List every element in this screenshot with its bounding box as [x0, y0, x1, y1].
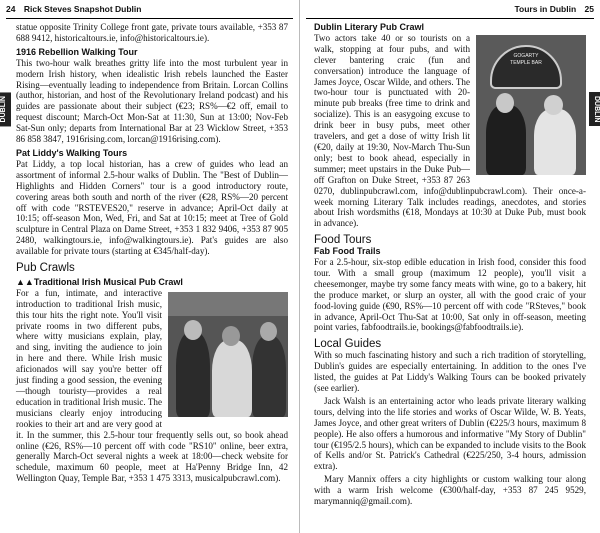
paragraph-jack-walsh: Jack Walsh is an entertaining actor who leads private literary walking tours, delving into the life stories and works of Oscar Wilde, W. B. Yeats, James Joyce, and other great writers of Dublin (€225/3 hours, maximum 8 people). He also offers a humorous and informative "My Story of Dublin" tour (€195/2.5 hours), which can be expanded to include visits to the Book of Kells and/or St. Patrick's Cathedral (€225/250, 3-4 hours, admission extra).: [314, 395, 586, 472]
page-number-left: 24: [6, 4, 16, 14]
paragraph-historical: statue opposite Trinity College front gate, private tours available, +353 87 688 9412, historicaltours.ie, info@historicaltours.ie).: [16, 22, 288, 43]
running-header-left: [6, 4, 293, 19]
paragraph-literary-pub-crawl: Two actors take 40 or so tourists on a walk, stopping at four pubs, and with clever bantering craic (fun and conversation) introduce the language of James Joyce, Oscar Wilde, and others. The two-hour tour is punctuated with 20-minute pub breaks (free time to drink and socialize). This is an easygoing excuse to drink beer in busy pubs, meet other travelers, and get a dose of witty Irish lit (€20, daily at 19:30, Nov-March Thu-Sun only; best to book ahead, especially in summer; meet upstairs in the Duke Pub—off Grafton on Duke Street, +353 87 263 0270, dublinpubcrawl.com, info@dublinpubcrawl.com). Their once-a-week morning Literary Talk includes readings, anecdotes, and stories about Irish wordsmiths (€18, Mondays at 10:30 at Duke Pub, must book in advance).: [314, 32, 586, 229]
dublin-tab-right: DUBLIN: [589, 92, 600, 126]
page-number-right: 25: [584, 4, 594, 14]
heading-local-guides: Local Guides: [314, 338, 382, 351]
right-page: [300, 0, 600, 533]
paragraph-trad-music-crawl: For a fun, intimate, and interactive introduction to traditional Irish music, this tour hits the right note. You'll visit private rooms in two different pubs, where witty musicians explain, play, and sing, inviting the audience to join in here and there. While Irish music aficionados will say you're better off just finding a good session, the evening—though touristy—provides a real education in traditional Irish music. The musicians clearly enjoy introducing rookies to their art and are very good at it. In the summer, this 2.5-hour tour frequently sells out, so book ahead online (€26, RS%—10 percent off with code "RS10" online, beer extra, generally March-Oct several nights a week at 18:00—check website for schedule, maximum 60 people, meet at Ha'Penny Bridge Inn, 42 Wellington Quay, Temple Bar, +353 1 475 3313, musicalpubcrawl.com).: [16, 287, 288, 484]
running-head-left: Rick Steves Snapshot Dublin: [23, 4, 142, 14]
heading-fab-food-trails: Fab Food Trails: [314, 246, 381, 257]
paragraph-local-guides: With so much fascinating history and such a rich tradition of storytelling, Dublin's guides are especially entertaining. In addition to the ones I've listed, the guides at Pat Liddy's Walking Tours can be booked privately (see earlier).: [314, 350, 586, 393]
paragraph-fab-food-trails: For a 2.5-hour, six-stop edible education in Irish food, consider this food tour. With a small group (maximum 12 people), you'll visit a cheesemonger, maybe try some fancy meats with wine, go to a bakery, hit the produce market, or slurp an oyster, all with the good craic of your food-loving guide (€90, RS%—10 percent off with code "RSteves," book in advance, April-Oct Thu-Sat at 10:00, Sat only in off-season, meeting point varies, fabfoodtrails.ie, bookings@fabfoodtrails.ie).: [314, 257, 586, 333]
heading-pub-crawls: Pub Crawls: [16, 262, 75, 275]
left-body: [16, 22, 288, 486]
running-head-right: Tours in Dublin: [514, 4, 577, 14]
running-header-right: [306, 4, 594, 19]
heading-food-tours: Food Tours: [314, 234, 372, 247]
heading-literary-pub-crawl: Dublin Literary Pub Crawl: [314, 22, 425, 32]
gogarty-pub-photo: [476, 35, 586, 175]
heading-1916-tour: 1916 Rebellion Walking Tour: [16, 46, 138, 57]
dublin-tab-left: DUBLIN: [0, 92, 11, 126]
right-body: [314, 22, 586, 509]
musicians-photo: [168, 292, 288, 417]
gogarty-sign: GOGARTY TEMPLE BAR: [490, 45, 562, 89]
paragraph-1916-tour: This two-hour walk breathes gritty life into the most turbulent year in modern Irish history, when idealistic Irish rebels launched the Easter Rising—eventually leading to independence from Britain. Lorcan Collins (author, historian, and host of the Revolutionary Ireland podcast) and his guides are passionate about their subject (€23; RS%—€2 off, email to request discount; March-Oct Mon-Sat at 11:30, Sun at 13:00; Nov-Feb Sat-Sun only; departs from International Bar at 23 Wicklow Street, +353 86 858 3847, 1916rising.com, lorcan@1916rising.com).: [16, 57, 288, 145]
paragraph-mary-mannix: Mary Mannix offers a city highlights or custom walking tour along with a warm Irish welcome (€300/half-day, +353 87 245 9529, marymanniq@gmail.com).: [314, 474, 586, 507]
paragraph-pat-liddy: Pat Liddy, a top local historian, has a crew of guides who lead an assortment of informal 2.5-hour walks of Dublin. The "Best of Dublin—Highlights and Hidden Corners" tour is a good introductory route, covering areas both south and north of the river (€28, RS%—20 percent off with code "RSTEVES20," reserve in advance; April-Oct daily at 10:15; off-season Mon, Wed, Fri, and Sat at 10:15; meet at Tree of Gold sculpture in Central Plaza on Dame Street, +353 1 832 9406, +353 87 905 2480, walkingtours.ie, info@walkingtours.ie). Pat's guides are also available for private tours (starting at €345/half-day).: [16, 158, 288, 257]
heading-pat-liddy: Pat Liddy's Walking Tours: [16, 147, 128, 158]
heading-trad-music-crawl: ▲▲Traditional Irish Musical Pub Crawl: [16, 276, 183, 287]
